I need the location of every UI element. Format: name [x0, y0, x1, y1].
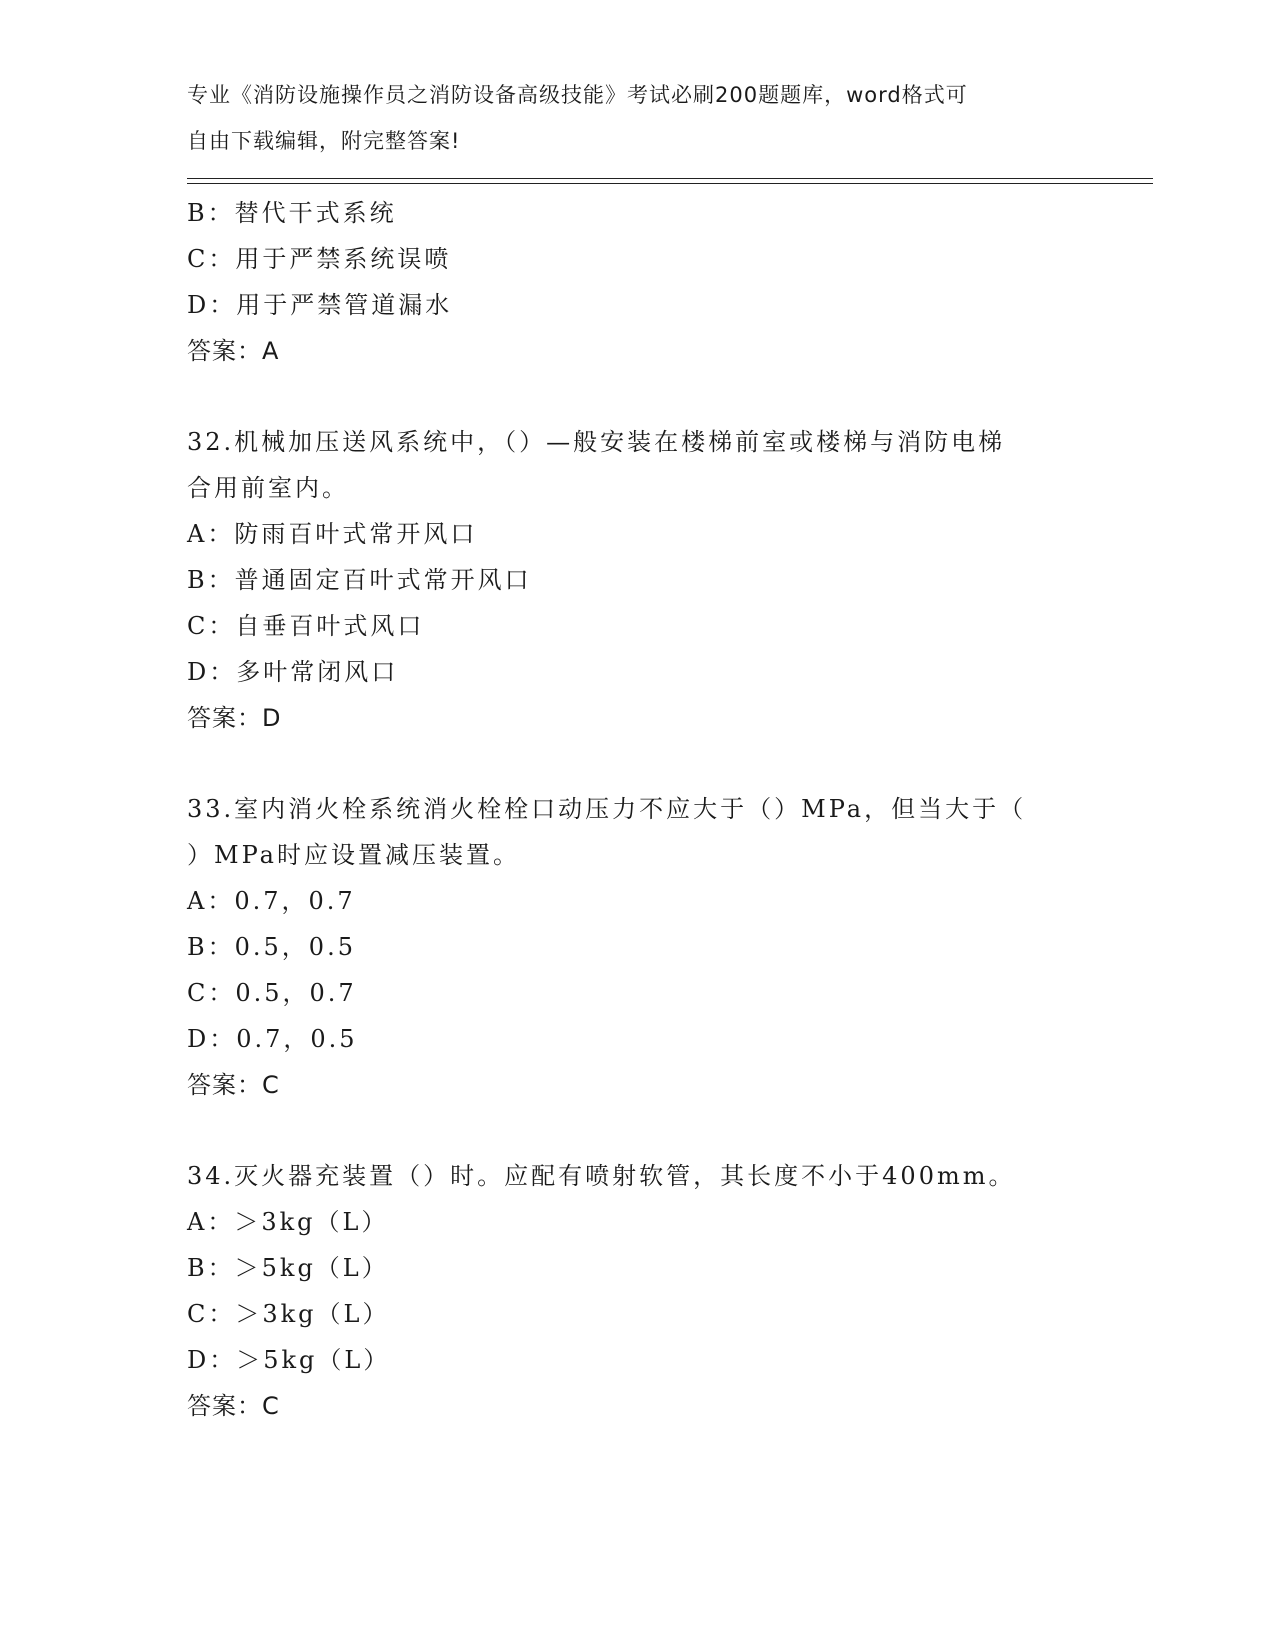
- question-33: [187, 786, 1087, 1108]
- question-stem-line-1: 34.灭火器充装置（）时。应配有喷射软管，其长度不小于400mm。: [187, 1162, 1016, 1190]
- document-header: [187, 72, 1067, 164]
- spacer: [187, 1108, 1087, 1153]
- option-a: A：＞3kg（L）: [187, 1208, 389, 1236]
- question-stem-line-1: 32.机械加压送风系统中，（）—般安装在楼梯前室或楼梯与消防电梯: [187, 428, 1006, 456]
- spacer: [187, 374, 1087, 419]
- header-divider-bottom: [187, 183, 1153, 184]
- question-stem-line-1: 33.室内消火栓系统消火栓栓口动压力不应大于（）MPa，但当大于（: [187, 795, 1027, 823]
- question-stem-line-2: 合用前室内。: [187, 474, 349, 502]
- header-title-line-2: 自由下载编辑，附完整答案!: [187, 129, 461, 153]
- header-divider-top: [187, 178, 1153, 179]
- answer: 答案：A: [187, 337, 280, 365]
- option-c: C：用于严禁系统误喷: [187, 245, 452, 273]
- option-b: B：替代干式系统: [187, 199, 397, 227]
- spacer: [187, 741, 1087, 786]
- question-list: [187, 190, 1087, 1429]
- answer: 答案：D: [187, 704, 282, 732]
- option-d: D：0.7，0.5: [187, 1025, 358, 1053]
- option-d: D：＞5kg（L）: [187, 1346, 391, 1374]
- option-b: B：普通固定百叶式常开风口: [187, 566, 532, 594]
- option-a: A：0.7，0.7: [187, 887, 356, 915]
- answer: 答案：C: [187, 1392, 280, 1420]
- option-c: C：＞3kg（L）: [187, 1300, 390, 1328]
- question-34: [187, 1153, 1087, 1429]
- option-d: D：多叶常闭风口: [187, 658, 399, 686]
- option-c: C：自垂百叶式风口: [187, 612, 425, 640]
- question-31-fragment: [187, 190, 1087, 374]
- option-c: C：0.5，0.7: [187, 979, 357, 1007]
- option-d: D：用于严禁管道漏水: [187, 291, 453, 319]
- question-32: [187, 419, 1087, 741]
- header-title-line-1: 专业《消防设施操作员之消防设备高级技能》考试必刷200题题库，word格式可: [187, 83, 968, 107]
- question-stem-line-2: ）MPa时应设置减压装置。: [187, 841, 520, 869]
- option-a: A：防雨百叶式常开风口: [187, 520, 478, 548]
- answer: 答案：C: [187, 1071, 280, 1099]
- option-b: B：0.5，0.5: [187, 933, 356, 961]
- option-b: B：＞5kg（L）: [187, 1254, 389, 1282]
